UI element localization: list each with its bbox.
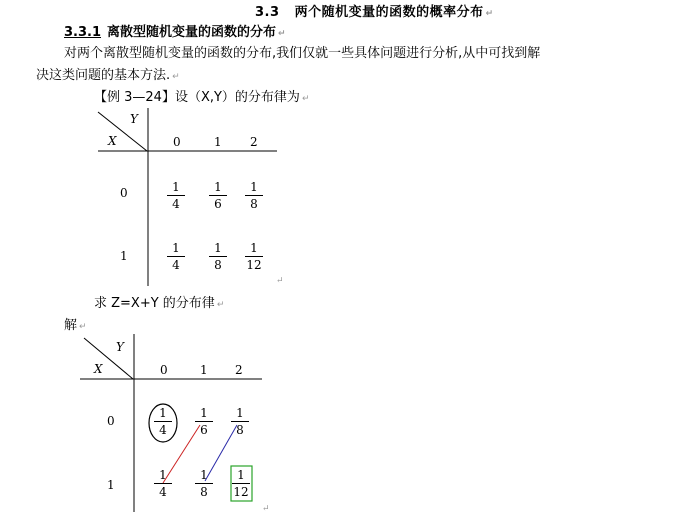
paragraph-mark: ↵: [79, 322, 87, 332]
table2-y-value: 0: [160, 363, 168, 377]
paragraph-mark: ↵: [276, 276, 284, 286]
subsection-title-text: 离散型随机变量的函数的分布: [107, 25, 277, 40]
table2-probability: 1 6: [194, 406, 214, 437]
table1-probability: 1 6: [208, 180, 228, 211]
table2-probability: 1 8: [194, 468, 214, 499]
paragraph-mark: ↵: [301, 94, 310, 104]
table2-x-label: X: [94, 362, 103, 376]
table2-probability: 1 12: [233, 468, 249, 499]
table1-x-value: 0: [120, 186, 128, 200]
table2-x-value: 0: [107, 414, 115, 428]
table1-x-label: X: [108, 134, 117, 148]
table1-probability: 1 12: [246, 241, 262, 272]
question-statement: 求 Z=X+Y 的分布律: [94, 296, 215, 311]
table1-x-value: 1: [120, 249, 128, 263]
table2-y-value: 2: [235, 363, 243, 377]
table1-probability: 1 4: [166, 180, 186, 211]
table2-y-label: Y: [116, 340, 124, 354]
intro-text-1: 对两个离散型随机变量的函数的分布,我们仅就一些具体问题进行分析,从中可找到解: [64, 46, 541, 61]
table2-diagonal: [84, 338, 133, 379]
paragraph-mark: ↵: [262, 504, 270, 514]
paragraph-mark: ↵: [216, 300, 225, 310]
intro-text-2: 决这类问题的基本方法.: [36, 68, 171, 83]
table2-x-value: 1: [107, 478, 115, 492]
example-text: 【例 3—24】设（X,Y）的分布律为: [94, 90, 300, 105]
paragraph-mark: ↵: [172, 72, 180, 82]
table2-probability: 1 4: [153, 468, 173, 499]
table1-probability: 1 8: [208, 241, 228, 272]
table2-y-value: 1: [200, 363, 208, 377]
paragraph-mark: ↵: [278, 29, 286, 39]
table1-y-value: 2: [250, 135, 258, 149]
paragraph-mark: ↵: [485, 9, 494, 19]
table2-probability: 1 4: [153, 406, 173, 437]
table1-y-label: Y: [130, 112, 138, 126]
table2-probability: 1 8: [230, 406, 250, 437]
subsection-number: 3.3.1: [64, 25, 102, 40]
section-number: 3.3: [255, 5, 280, 20]
table1-probability: 1 8: [244, 180, 264, 211]
solution-label-text: 解: [64, 318, 78, 333]
table1-probability: 1 4: [166, 241, 186, 272]
table1-y-value: 0: [173, 135, 181, 149]
section-title-text: 两个随机变量的函数的概率分布: [294, 5, 484, 20]
table1-y-value: 1: [214, 135, 222, 149]
